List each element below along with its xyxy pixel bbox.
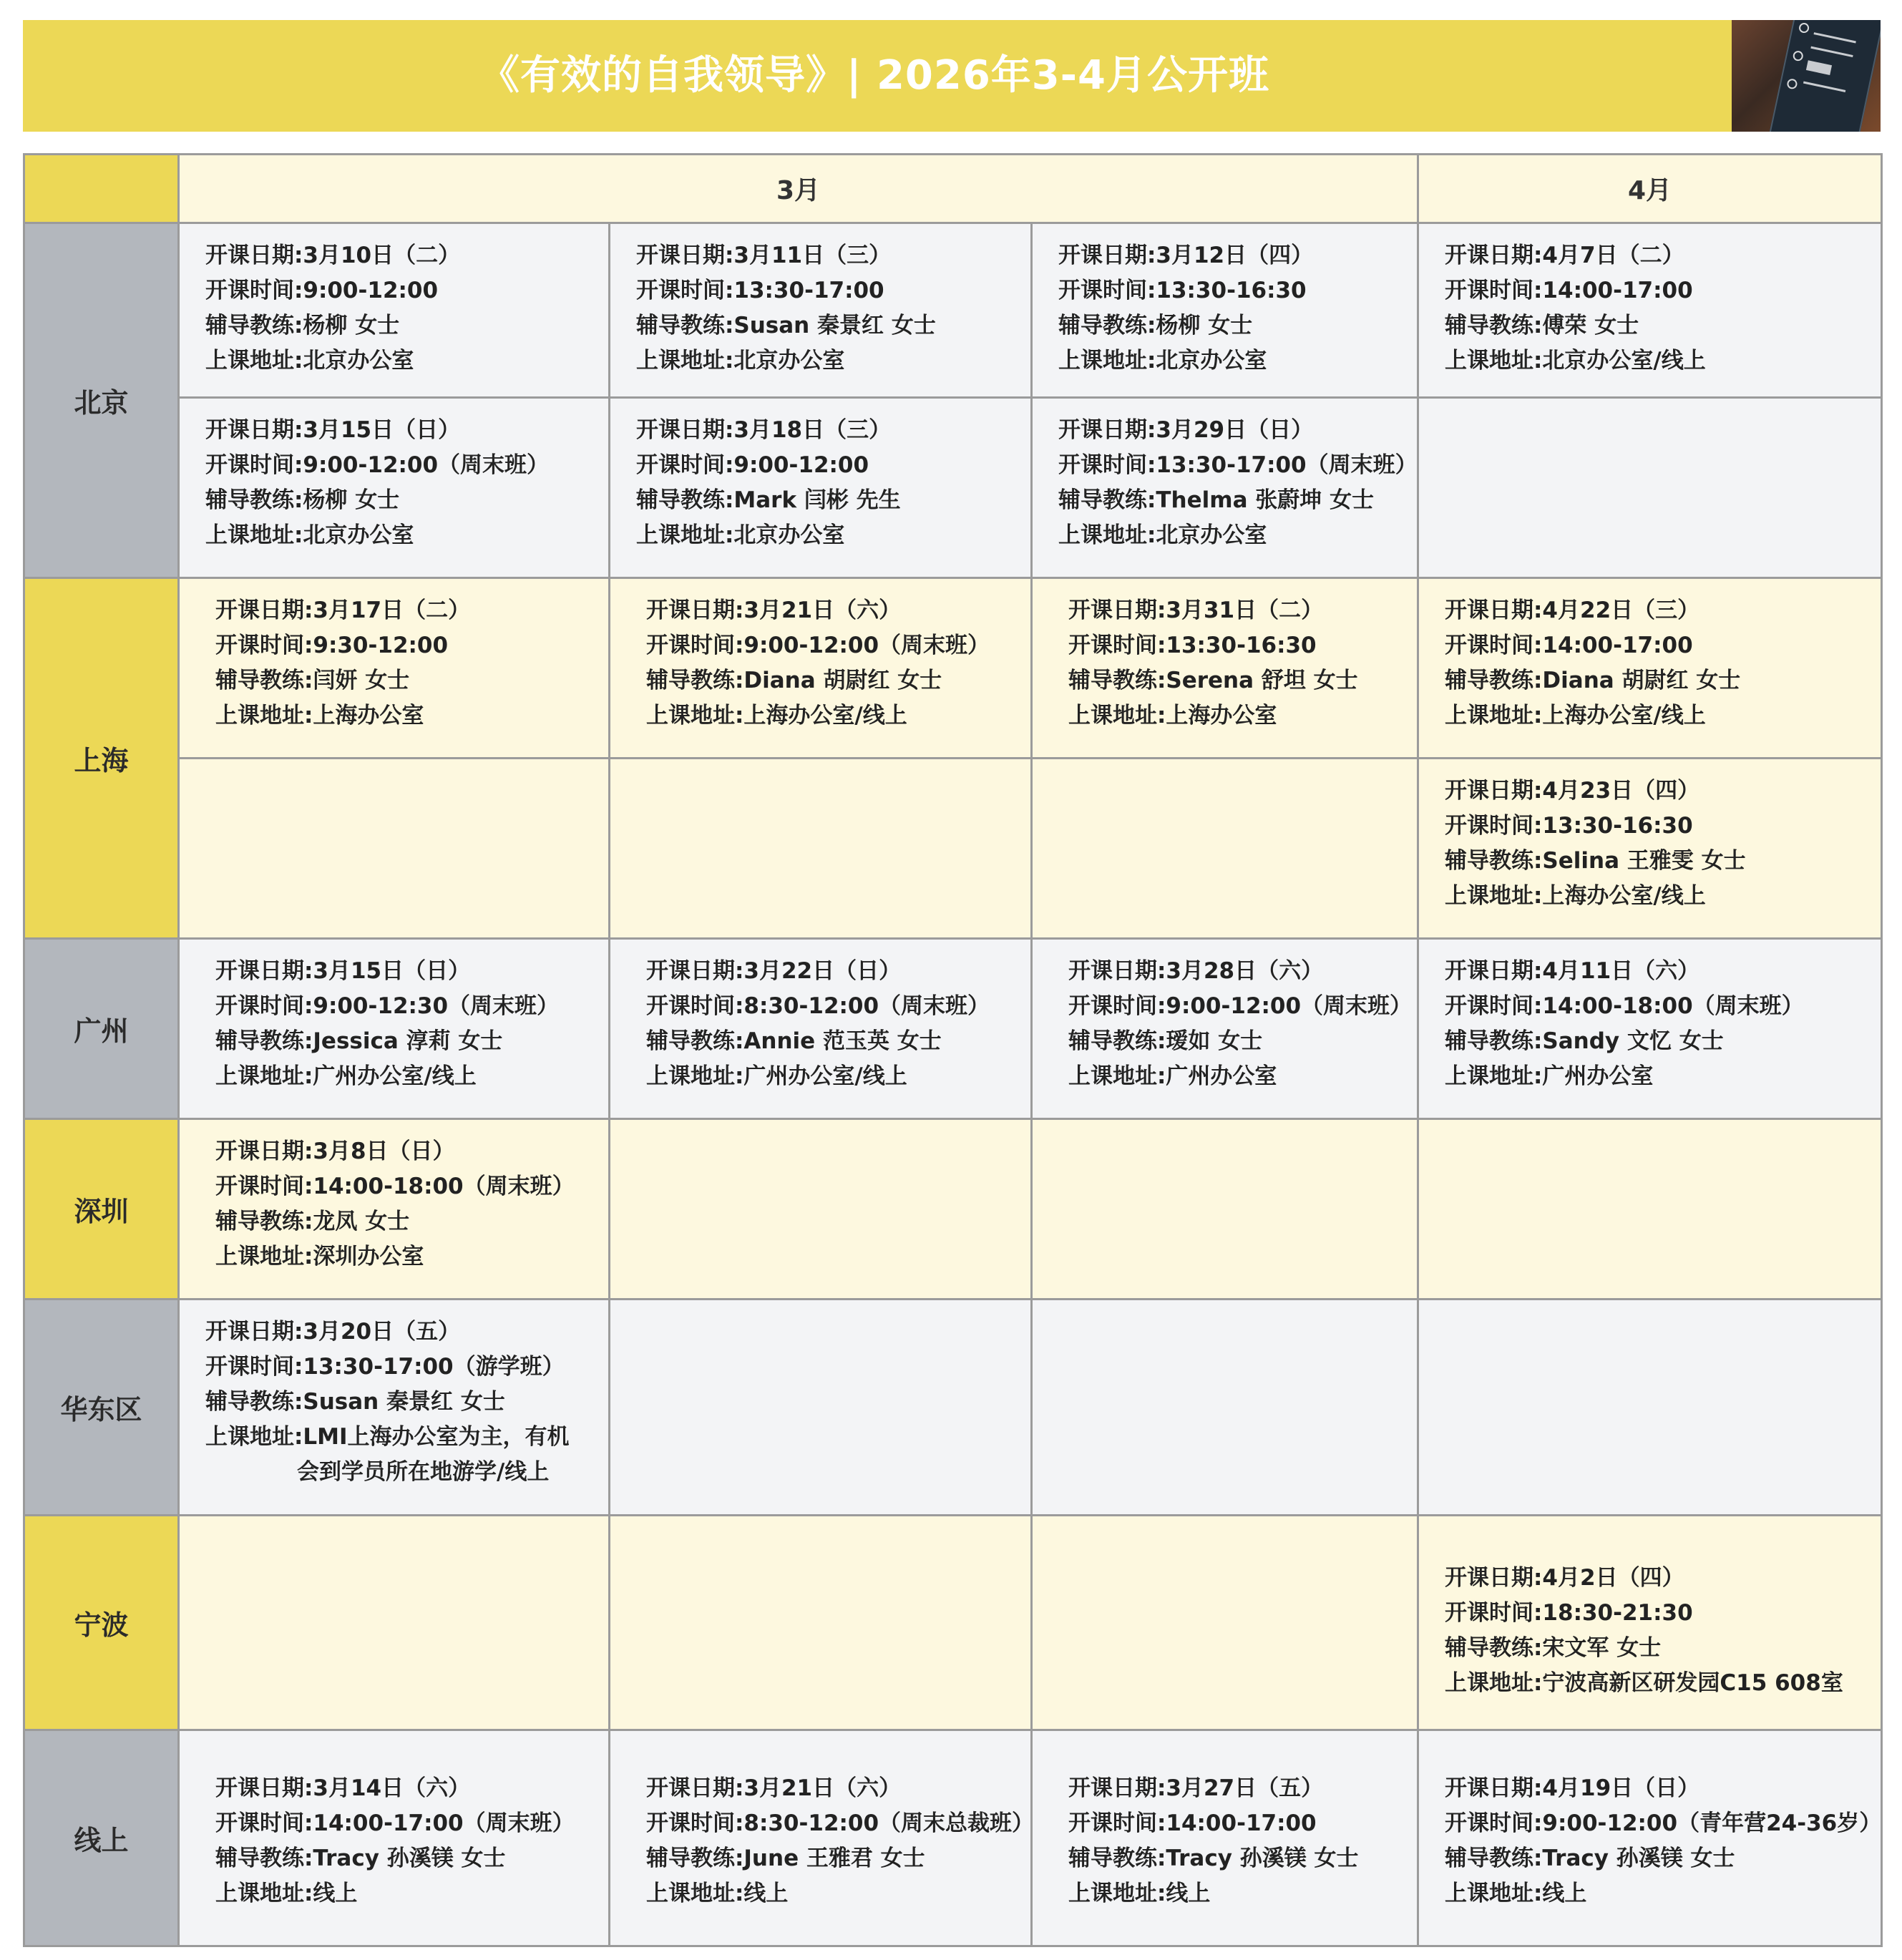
class-address: 上课地址:宁波高新区研发园C15 608室 [1445, 1670, 1843, 1696]
class-coach: 辅导教练:Jessica 淳莉 女士 [215, 1028, 503, 1054]
empty-cell [1418, 1119, 1882, 1300]
class-address: 上课地址:上海办公室/线上 [1445, 883, 1706, 909]
binder-ring-icon [1792, 50, 1804, 62]
class-coach: 辅导教练:Susan 秦景红 女士 [205, 1389, 505, 1415]
month-header-march: 3月 [179, 155, 1418, 223]
class-date: 开课日期:3月17日（二） [215, 598, 471, 623]
class-time: 开课时间:13:30-17:00 [636, 278, 884, 303]
class-coach: 辅导教练:Susan 秦景红 女士 [636, 313, 936, 338]
class-time: 开课时间:9:00-12:00 [205, 278, 439, 303]
huadong-row [24, 1300, 1882, 1516]
class-cell [610, 578, 1032, 759]
cover-line [1810, 47, 1853, 57]
binder-ring-icon [1798, 22, 1810, 34]
schedule-table [23, 153, 1883, 1947]
class-address: 上课地址:北京办公室 [205, 348, 414, 374]
class-address: 上课地址:广州办公室 [1445, 1063, 1654, 1089]
class-time: 开课时间:14:00-17:00 [1068, 1810, 1317, 1836]
class-time: 开课时间:9:00-12:00（青年营24-36岁） [1445, 1810, 1882, 1836]
region-ningbo: 宁波 [24, 1516, 179, 1730]
empty-cell [610, 1119, 1032, 1300]
class-time: 开课时间:9:00-12:00 [636, 452, 869, 478]
cover-line [1814, 32, 1856, 43]
class-coach: 辅导教练:Annie 范玉英 女士 [646, 1028, 942, 1054]
class-coach: 辅导教练:June 王雅君 女士 [646, 1846, 925, 1871]
class-date: 开课日期:3月29日（日） [1058, 417, 1314, 443]
class-address: 上课地址:北京办公室 [1058, 522, 1267, 548]
shanghai-row-1 [24, 578, 1882, 759]
class-cell [1032, 578, 1418, 759]
empty-cell [1032, 1119, 1418, 1300]
binder-ring-icon [1786, 78, 1798, 90]
month-header-april: 4月 [1418, 155, 1882, 223]
class-date: 开课日期:3月14日（六） [215, 1775, 471, 1801]
class-date: 开课日期:3月20日（五） [205, 1319, 461, 1345]
class-cell [179, 223, 610, 398]
class-coach: 辅导教练:杨柳 女士 [1058, 313, 1253, 338]
ningbo-row [24, 1516, 1882, 1730]
class-address: 上课地址:北京办公室/线上 [1445, 348, 1706, 374]
class-date: 开课日期:4月19日（日） [1445, 1775, 1700, 1801]
class-time: 开课时间:9:00-12:00（周末班） [646, 633, 990, 658]
class-address: 上课地址:上海办公室 [1068, 703, 1277, 728]
class-date: 开课日期:3月15日（日） [205, 417, 461, 443]
empty-cell [1032, 1516, 1418, 1730]
class-address: 上课地址:上海办公室/线上 [646, 703, 907, 728]
class-cell [1032, 1730, 1418, 1946]
class-time: 开课时间:9:00-12:00（周末班） [1068, 993, 1413, 1019]
class-coach: 辅导教练:杨柳 女士 [205, 313, 400, 338]
book-cover-image [1767, 20, 1881, 132]
empty-cell [179, 1516, 610, 1730]
class-cell [1032, 398, 1418, 578]
title-banner [23, 20, 1881, 132]
class-date: 开课日期:3月28日（六） [1068, 958, 1324, 984]
class-coach: 辅导教练:杨柳 女士 [205, 487, 400, 513]
class-address: 上课地址:广州办公室/线上 [215, 1063, 477, 1089]
class-cell [1418, 759, 1882, 939]
class-time: 开课时间:13:30-16:30 [1058, 278, 1307, 303]
class-cell [1418, 578, 1882, 759]
class-coach: 辅导教练:Serena 舒坦 女士 [1068, 668, 1358, 693]
class-cell [179, 1119, 610, 1300]
class-date: 开课日期:3月27日（五） [1068, 1775, 1324, 1801]
class-coach: 辅导教练:Diana 胡尉红 女士 [646, 668, 942, 693]
class-time: 开课时间:14:00-18:00（周末班） [215, 1174, 575, 1199]
class-time: 开课时间:13:30-16:30 [1445, 813, 1693, 839]
class-cell [179, 1730, 610, 1946]
class-date: 开课日期:4月23日（四） [1445, 778, 1700, 804]
class-address: 上课地址:北京办公室 [1058, 348, 1267, 374]
class-date: 开课日期:3月18日（三） [636, 417, 892, 443]
class-time: 开课时间:9:30-12:00 [215, 633, 449, 658]
class-date: 开课日期:3月11日（三） [636, 243, 892, 268]
empty-cell [179, 759, 610, 939]
class-cell [610, 1730, 1035, 1946]
class-coach: 辅导教练:Tracy 孙溪镁 女士 [1445, 1846, 1735, 1871]
class-cell [179, 939, 610, 1119]
cover-logo [1806, 60, 1832, 75]
class-cell [610, 398, 1032, 578]
class-cell [1418, 1516, 1882, 1730]
month-header-row [24, 155, 1882, 223]
class-date: 开课日期:3月22日（日） [646, 958, 902, 984]
class-cell [1418, 223, 1882, 398]
class-coach: 辅导教练:Selina 王雅雯 女士 [1445, 848, 1746, 874]
shenzhen-row [24, 1119, 1882, 1300]
class-coach: 辅导教练:Diana 胡尉红 女士 [1445, 668, 1741, 693]
class-time: 开课时间:13:30-16:30 [1068, 633, 1317, 658]
class-time: 开课时间:8:30-12:00（周末总裁班） [646, 1810, 1035, 1836]
class-address: 上课地址:北京办公室 [205, 522, 414, 548]
book-cover-icon [1732, 20, 1881, 132]
class-time: 开课时间:14:00-17:00 [1445, 278, 1693, 303]
empty-cell [1032, 1300, 1418, 1516]
class-coach: 辅导教练:Mark 闫彬 先生 [636, 487, 901, 513]
class-time: 开课时间:14:00-18:00（周末班） [1445, 993, 1804, 1019]
class-address: 上课地址:线上 [646, 1881, 789, 1906]
class-date: 开课日期:3月12日（四） [1058, 243, 1314, 268]
class-address: 上课地址:线上 [1445, 1881, 1587, 1906]
class-cell [1032, 223, 1418, 398]
empty-cell [1418, 398, 1882, 578]
guangzhou-row [24, 939, 1882, 1119]
empty-cell [1032, 759, 1418, 939]
region-beijing: 北京 [24, 223, 179, 578]
class-cell [1418, 1730, 1882, 1946]
class-address: 上课地址:广州办公室/线上 [646, 1063, 907, 1089]
region-shanghai: 上海 [24, 578, 179, 939]
class-cell [1418, 939, 1882, 1119]
region-guangzhou: 广州 [24, 939, 179, 1119]
class-time: 开课时间:14:00-17:00 [1445, 633, 1693, 658]
class-cell [179, 398, 610, 578]
class-time: 开课时间:9:00-12:00（周末班） [205, 452, 550, 478]
class-time: 开课时间:8:30-12:00（周末班） [646, 993, 990, 1019]
class-cell [610, 939, 1032, 1119]
class-date: 开课日期:3月31日（二） [1068, 598, 1324, 623]
empty-cell [610, 759, 1032, 939]
class-cell [179, 578, 610, 759]
class-address: 上课地址:深圳办公室 [215, 1244, 424, 1269]
class-coach: 辅导教练:宋文军 女士 [1445, 1635, 1662, 1661]
class-address: 上课地址:广州办公室 [1068, 1063, 1277, 1089]
class-time: 开课时间:18:30-21:30 [1445, 1600, 1693, 1626]
class-coach: 辅导教练:瑷如 女士 [1068, 1028, 1263, 1054]
class-coach: 辅导教练:Tracy 孙溪镁 女士 [215, 1846, 506, 1871]
beijing-row-2 [24, 398, 1882, 578]
class-coach: 辅导教练:龙凤 女士 [215, 1209, 410, 1234]
online-row [24, 1730, 1882, 1946]
region-shenzhen: 深圳 [24, 1119, 179, 1300]
class-address: 上课地址:上海办公室/线上 [1445, 703, 1706, 728]
class-cell [179, 1300, 610, 1516]
empty-cell [610, 1516, 1032, 1730]
shanghai-row-2 [24, 759, 1882, 939]
class-address-continued: 会到学员所在地游学/线上 [297, 1459, 550, 1485]
class-cell [610, 223, 1032, 398]
class-date: 开课日期:4月7日（二） [1445, 243, 1684, 268]
cover-line [1803, 82, 1845, 92]
class-time: 开课时间:13:30-17:00（游学班） [205, 1354, 565, 1380]
class-coach: 辅导教练:Thelma 张蔚坤 女士 [1058, 487, 1375, 513]
class-date: 开课日期:4月11日（六） [1445, 958, 1700, 984]
empty-cell [1418, 1300, 1882, 1516]
class-time: 开课时间:9:00-12:30（周末班） [215, 993, 560, 1019]
class-date: 开课日期:4月22日（三） [1445, 598, 1700, 623]
empty-cell [610, 1300, 1032, 1516]
class-address: 上课地址:LMI上海办公室为主，有机 [205, 1424, 570, 1450]
beijing-row-1 [24, 223, 1882, 398]
page-title: 《有效的自我领导》| 2026年3-4月公开班 [479, 52, 1269, 99]
class-address: 上课地址:上海办公室 [215, 703, 424, 728]
class-date: 开课日期:3月21日（六） [646, 1775, 902, 1801]
class-coach: 辅导教练:Tracy 孙溪镁 女士 [1068, 1846, 1359, 1871]
class-date: 开课日期:3月15日（日） [215, 958, 471, 984]
class-coach: 辅导教练:傅荣 女士 [1445, 313, 1639, 338]
class-address: 上课地址:北京办公室 [636, 348, 845, 374]
class-cell [1032, 939, 1418, 1119]
class-date: 开课日期:3月8日（日） [215, 1139, 455, 1164]
class-time: 开课时间:14:00-17:00（周末班） [215, 1810, 575, 1836]
class-date: 开课日期:4月2日（四） [1445, 1565, 1684, 1591]
class-coach: 辅导教练:Sandy 文忆 女士 [1445, 1028, 1724, 1054]
class-time: 开课时间:13:30-17:00（周末班） [1058, 452, 1418, 478]
class-date: 开课日期:3月21日（六） [646, 598, 902, 623]
class-address: 上课地址:北京办公室 [636, 522, 845, 548]
header-corner [24, 155, 179, 223]
class-date: 开课日期:3月10日（二） [205, 243, 461, 268]
class-address: 上课地址:线上 [1068, 1881, 1211, 1906]
class-address: 上课地址:线上 [215, 1881, 358, 1906]
class-coach: 辅导教练:闫妍 女士 [215, 668, 410, 693]
region-online: 线上 [24, 1730, 179, 1946]
region-huadong: 华东区 [24, 1300, 179, 1516]
